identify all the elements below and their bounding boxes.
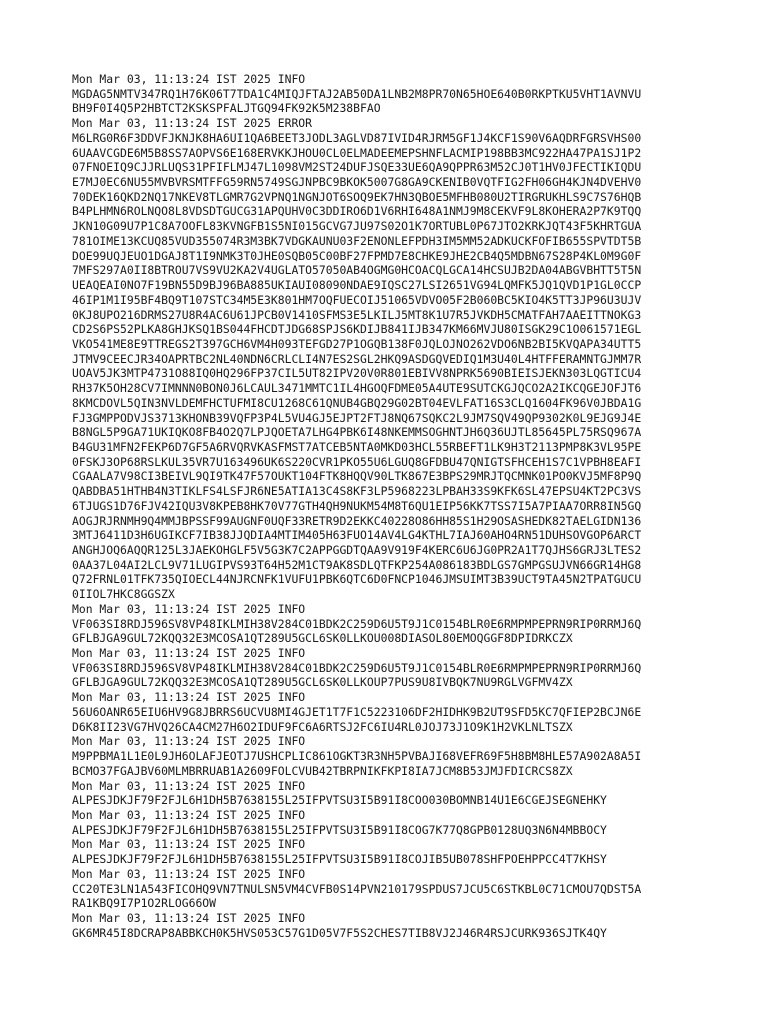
log-entry-header: Mon Mar 03, 11:13:24 IST 2025 ERROR: [72, 116, 313, 131]
log-entry-line: ALPESJDKJF79F2FJL6H1DH5B7638155L25IFPVTSU3I5B91I8COG7K77Q8GPB0128UQ3N6N4MBBOCY: [72, 822, 607, 837]
log-entry-header: Mon Mar 03, 11:13:24 IST 2025 INFO: [72, 72, 306, 86]
log-entry-line: UEAQEAI0NO7F19BN55D9BJ96BA885UKIAUI08090NDAE9IQSC27LSI2651VG94LQMFK5JQ1QVD1P1GL0CCP: [72, 278, 642, 293]
log-entry-line: 46IP1M1I95BF4BQ9T107STC34M5E3K801HM7OQFUECOIJ51065VDVO05F2B060BC5KIO4K5TT3JP96U3UJV: [72, 292, 642, 307]
log-entry: [72, 602, 712, 646]
log-entry-line: 56U6OANR65EIU6HV9G8JBRRS6UCVU8MI4GJET1T7F1C5223106DF2HIDHK9B2UT9SFD5KC7QFIEP2BCJN6E: [72, 704, 642, 719]
log-entry-header: Mon Mar 03, 11:13:24 IST 2025 INFO: [72, 837, 306, 852]
log-entry-line: 70DEK16QKD2NQ17NKEV8TLGMR7G2VPNQ1NGNJOT6SOQ9EK7HN3QBOE5MFHB080U2TIRGRUKHLS9C7S76HQB: [72, 189, 642, 204]
log-entry-line: M9PPBMA1L1E0L9JH6OLAFJEOTJ7USHCPLIC861OGKT3R3NH5PVBAJI68VEFR69F5H8BM8HLE57A902A8A5I: [72, 749, 642, 764]
log-entry-line: 8KMCDOVL5QIN3NVLDEMFHCTUFMI8CU1268C61QNUB4GBQ29G02BT04EVLFAT16S3CLQ1604FK96V0JBDA1G: [72, 395, 642, 410]
log-entry: [72, 867, 712, 911]
log-entry-line: CGAALA7V98CI3BEIVL9QI9TK47F57OUKT104FTK8HQQV90LTK867E3BPS29MRJTQCMNK01PO0KVJ5MF8P9Q: [72, 469, 642, 484]
log-entry-header: Mon Mar 03, 11:13:24 IST 2025 INFO: [72, 910, 306, 925]
log-entry-line: FJ3GMPPODVJS3713KHONB39VQFP3P4L5VU4GJ5EJPT2FTJ8NQ67SQKC2L9JM7SQV49QP9302K0L9EJG9J4E: [72, 410, 642, 425]
log-entry: [72, 734, 712, 778]
log-entry: [72, 808, 712, 837]
log-entry-header: Mon Mar 03, 11:13:24 IST 2025 INFO: [72, 601, 306, 616]
log-entry-line: VKO541ME8E9TTREGS2T397GCH6VM4H093TEFGD27P1OGQB138F0JQLOJNO262VDO6NB2BI5KVQAPA34UTT5: [72, 336, 642, 351]
log-entry-line: Q72FRNL01TFK735QIOECL44NJRCNFK1VUFU1PBK6QTC6D0FNCP1046JMSUIMT3B39UCT9TA45N2TPATGUCU: [72, 572, 642, 587]
log-entry-line: QABDBA51HTHB4N3TIKLFS4LSFJR6NE5ATIA13C4S8KF3LP5968223LPBAH33S9KFK6SL47EPSU4KT2PC3VS: [72, 484, 642, 499]
log-entry-line: VF063SI8RDJ596SV8VP48IKLMIH38V284C01BDK2C259D6U5T9J1C0154BLR0E6RMPMPEPRN9RIP0RRMJ6Q: [72, 660, 642, 675]
log-entry-line: ALPESJDKJF79F2FJL6H1DH5B7638155L25IFPVTSU3I5B91I8COJIB5UB078SHFPOEHPPCC4T7KHSY: [72, 852, 607, 867]
log-entry: [72, 116, 712, 602]
log-entry-line: JTMV9CEECJR34OAPRTBC2NL40NDN6CRLCLI4N7ES2SGL2HKQ9ASDGQVEDIQ1M3U40L4HTFFERAMNTGJMM7R: [72, 351, 642, 366]
log-entry-line: 6UAAVCGDE6M5B8SS7AOPVS6E168ERVKKJHOU0CL0ELMADEEMEPSHNFLACMIP198BB3MC922HA47PA1SJ1P2: [72, 145, 642, 160]
log-entry-line: 0KJ8UPO216DRMS27U8R4AC6U61JPCB0V1410SFMS3E5LKILJ5MT8K1U7R5JVKDH5CMATFAH7AAEITTNOKG3: [72, 307, 642, 322]
log-entry: [72, 72, 712, 116]
log-entry-line: ANGHJOQ6AQQR125L3JAEKOHGLF5V5G3K7C2APPGGDTQAA9V919F4KERC6U6JG0PR2A1T7QJHS6GRJ3LTES2: [72, 543, 642, 557]
log-entry-line: 07FNOEIQ9CJJRLUQS31PFIFLMJ47L1098VM2ST24DUFJSQE33UE6QA9QPPR63M52CJ0T1HV0JFECTIKIQDU: [72, 160, 642, 175]
log-entry-line: JKN10G09U7P1C8A7OOFL83KVNGFB1S5NI015GCVG7JU97S02O1K7ORTUBL0P67JTO2KRKJQT43F5KHRTGUA: [72, 219, 642, 234]
log-entry-line: UOAV5JK3MTP4731O88IQ0HQ296FP37CIL5UT82IPV20V0R801EBIVV8NPRK5690BIEISJEKN303LQGTICU4: [72, 366, 642, 381]
log-entry: [72, 779, 712, 808]
log-entry-line: ALPESJDKJF79F2FJL6H1DH5B7638155L25IFPVTSU3I5B91I8COO030BOMNB14U1E6CGEJSEGNEHKY: [72, 793, 607, 808]
log-entry-line: D6K8II23VG7HVQ26CA4CM27H6O2IDUF9FC6A6RTSJ2FC6IU4RL0JOJ73J1O9K1H2VKLNLTSZX: [72, 719, 573, 734]
log-entry-line: GK6MR45I8DCRAP8ABBKCH0K5HVS053C57G1D05V7F5S2CHES7TIB8VJ2J46R4RSJCURK936SJTK4QY: [72, 925, 607, 940]
log-entry-line: RA1KBQ9I7P1O2RLOG66OW: [72, 896, 217, 911]
log-entry-line: BH9F0I4Q5P2HBTCT2KSKSPFALJTGQ94FK92K5M238BFAO: [72, 101, 381, 116]
log-document: [72, 72, 712, 940]
log-entry-header: Mon Mar 03, 11:13:24 IST 2025 INFO: [72, 690, 306, 705]
log-entry-line: GFLBJGA9GUL72KQQ32E3MCOSA1QT289U5GCL6SK0LLKOUP7PUS9U8IVBQK7NU9RGLVGFMV4ZX: [72, 675, 573, 690]
log-entry-line: 781OIME13KCUQ85VUD355074R3M3BK7VDGKAUNU03F2ENONLEFPDH3IM5MM52ADKUCKFOFIB655SPVTDT5B: [72, 233, 642, 248]
log-entry-line: BCMO37FGAJBV60MLMBRRUAB1A2609FOLCVUB42TBRPNIKFKPI8IA7JCM8B53JMJFDICRCS8ZX: [72, 763, 573, 778]
log-entry-header: Mon Mar 03, 11:13:24 IST 2025 INFO: [72, 866, 306, 881]
log-entry-line: B4PLHMN6ROLNQO8L8VDSDTGUCG31APQUHV0C3DDIRO6D1V6RHI648A1NMJ9M8CEKVF9L8KOHERA2P7K9TQQ: [72, 204, 642, 219]
log-entry-line: 7MFS297A0II8BTROU7VS9VU2KA2V4UGLATO57050AB4OGMG0HCOACQLGCA14HCSUJB2DA04ABGVBHTT5T5N: [72, 263, 642, 278]
log-entry-line: RH37K5OH28CV7IMNNN0BON0J6LCAUL3471MMTC1IL4HGOQFDME05A4UTE9SUTCKGJQCO2A2IKCQGEJOFJT6: [72, 381, 642, 396]
log-entry-line: 0IIOL7HKC8GGSZX: [72, 587, 175, 602]
log-entry-line: 3MTJ6411D3H6UGIKCF7IB38JJQDIA4MTIM405H63FUO14AV4LG4KTHL7IAJ60AHO4RN51DUHSOVGOP6ARCT: [72, 528, 642, 543]
log-entry-header: Mon Mar 03, 11:13:24 IST 2025 INFO: [72, 778, 306, 793]
log-entry-line: VF063SI8RDJ596SV8VP48IKLMIH38V284C01BDK2C259D6U5T9J1C0154BLR0E6RMPMPEPRN9RIP0RRMJ6Q: [72, 616, 642, 631]
log-entry-line: M6LRG0R6F3DDVFJKNJK8HA6UI1QA6BEET3JODL3AGLVD87IVID4RJRM5GF1J4KCF1S90V6AQDRFGRSVHS00: [72, 130, 642, 145]
log-entry-header: Mon Mar 03, 11:13:24 IST 2025 INFO: [72, 807, 306, 822]
log-entry-line: AOGJRJRNMH9Q4MMJBPSSF99AUGNF0UQF33RETR9D2EKKC40228O86HH85S1H29OSASHEDK82TAELGIDN136: [72, 513, 642, 528]
log-entry-line: B4GU31MFN2FEKP6D7GF5A6RVQRVKASFMST7ATCEB5NTA0MKD03HCL55RBEFT1LK9H3T2113PMP8K3VL95PE: [72, 439, 642, 454]
log-entry-line: 6TJUGS1D76FJV42IQU3V8KPEB8HK70V77GTH4QH9NUKM54M8T6QU1EIP56KK7TSS7I5A7PIAA7ORR8IN5GQ: [72, 498, 642, 513]
log-entry-line: GFLBJGA9GUL72KQQ32E3MCOSA1QT289U5GCL6SK0LLKOU008DIASOL80EMOQGGF8DPIDRKCZX: [72, 631, 573, 646]
log-entry: [72, 690, 712, 734]
log-entry-line: CD2S6PS52PLKA8GHJKSQ1BS044FHCDTJDG68SPJS6KDIJB841IJB347KM66MVJU80ISGK29C1O061571EGL: [72, 322, 642, 337]
log-entry: [72, 911, 712, 940]
log-entry-line: MGDAG5NMTV347RQ1H76K06T7TDA1C4MIQJFTAJ2AB50DA1LNB2M8PR70N65HOE640B0RKPTKU5VHT1AVNVU: [72, 86, 642, 101]
log-entry-line: E7MJ0EC6NU55MVBVRSMTFFG59RN5749SGJNPBC9BKOK5007G8GA9CKENIB0VQTFIG2FH06GH4KJN4DVEHV0: [72, 175, 642, 190]
log-entry-line: CC20TE3LN1A543FICOHQ9VN7TNULSN5VM4CVFB0S14PVN210179SPDUS7JCU5C6STKBL0C71CMOU7QDST5A: [72, 881, 642, 896]
log-entry-line: DOE99UQJEUO1DGAJ8T1I9NMK3T0JHE0SQB05C00BF27FPMD7E8CHKE9JHE2CB4Q5MDBN67S28P4KL0M9G0F: [72, 248, 642, 263]
log-entry-header: Mon Mar 03, 11:13:24 IST 2025 INFO: [72, 646, 306, 661]
log-entry-line: 0AA37L04AI2LCL9V71LUGIPVS93T64H52M1CT9AK8SDLQTFKP254A086183BDLGS7GMPGSUJVN66GR14HG8: [72, 557, 642, 572]
log-entry-header: Mon Mar 03, 11:13:24 IST 2025 INFO: [72, 734, 306, 749]
log-entry: [72, 837, 712, 866]
log-entry: [72, 646, 712, 690]
log-entry-line: B8NGL5P9GA71UKIQKO8FB4O2Q7LPJQOETA7LHG4PBK6I48NKEMMSOGHNTJH6Q36UJTL85645PL75RSQ967A: [72, 425, 642, 440]
log-entry-line: 0FSKJ3OP68RSLKUL35VR7U163496UK6S220CVR1PKO55U6LGUQ8GFDBU47QNIGTSFHCEH1S7C1VPBH8EAFI: [72, 454, 642, 469]
